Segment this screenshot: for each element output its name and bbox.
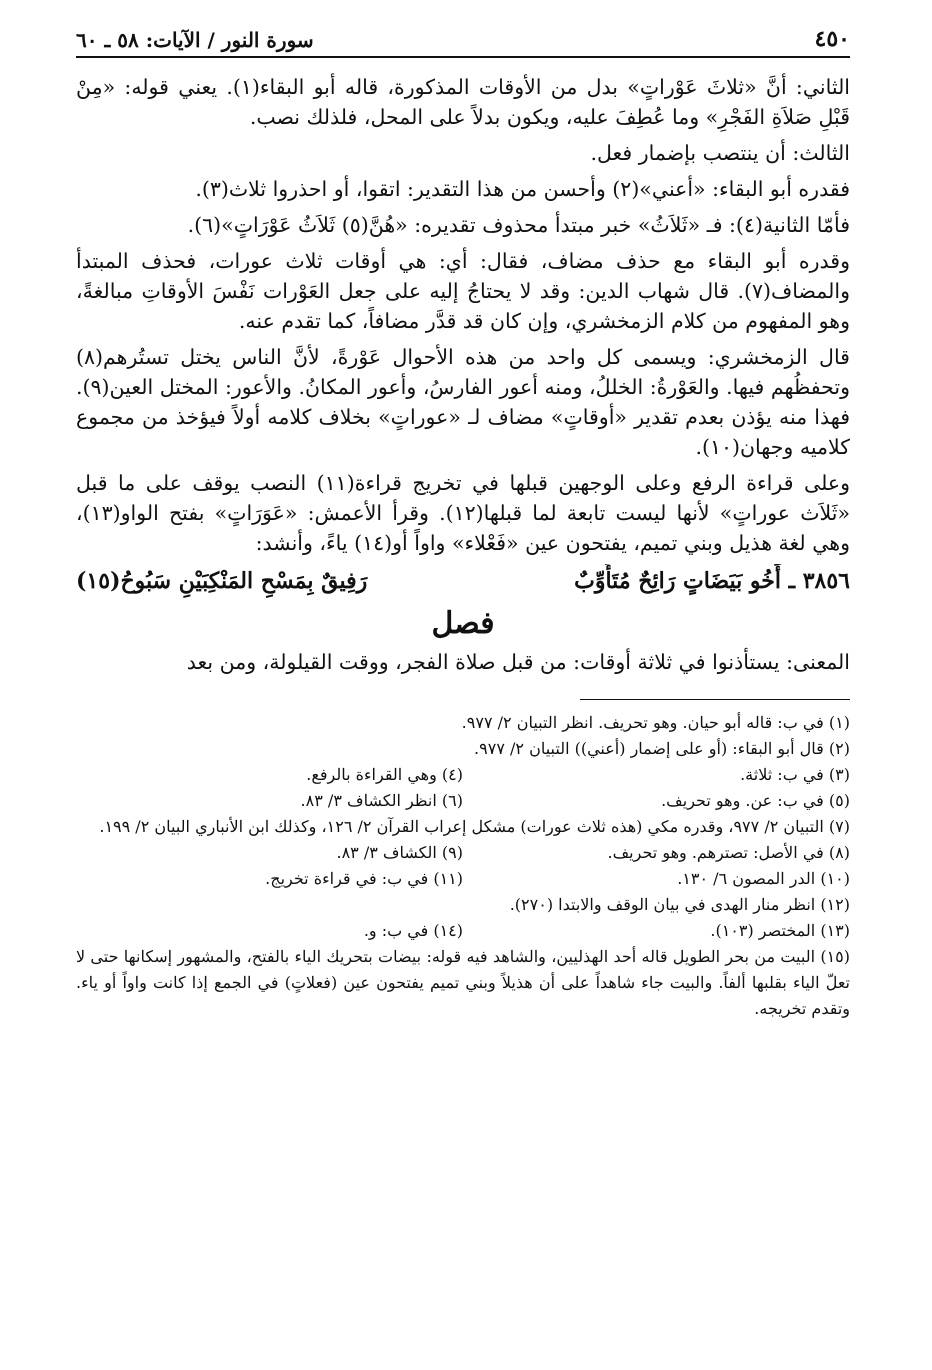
paragraph: الثالث: أن ينتصب بإضمار فعل. <box>590 141 850 165</box>
verse-first-hemistich: ٣٨٥٦ ـ أَخُو بَيَضَاتٍ رَائِحٌ مُتَأَوِّبٌ <box>574 568 850 594</box>
footnote: (١٠) الدر المصون ٦/ ١٣٠. <box>677 869 850 888</box>
footnote: (٣) في ب: ثلاثة. <box>740 765 850 784</box>
footnote: (١٤) في ب: و. <box>363 921 463 940</box>
page-number: ٤٥٠ <box>814 26 850 52</box>
footnote-row <box>76 918 850 944</box>
footnote: (١) في ب: قاله أبو حيان. وهو تحريف. انظر التبيان ٢/ ٩٧٧. <box>461 713 850 732</box>
footnote-divider <box>580 699 850 700</box>
running-title: سورة النور / الآيات: ٥٨ ـ ٦٠ <box>76 28 314 52</box>
paragraph: الثاني: أنَّ «ثلاثَ عَوْراتٍ» بدل من الأوقات المذكورة، قاله أبو البقاء(١). يعني قوله: «مِنْ قَبْلِ صَلاَةِ الفَجْرِ» وما عُطِفَ عليه، ويكون بدلاً على المحل، فلذلك نصب. <box>76 75 851 129</box>
footnotes <box>76 710 850 1022</box>
main-text <box>76 72 850 677</box>
paragraph: وقدره أبو البقاء مع حذف مضاف، فقال: أي: هي أوقات ثلاث عورات، فحذف المبتدأ والمضاف(٧). قال شهاب الدين: وقد لا يحتاجُ إليه على جعل العَوْرات نَفْسَ الأوقاتِ مبالغةً، وهو المفهوم من كلام الزمخشري، وإن كان قد قدَّر مضافاً، كما تقدم عنه. <box>76 249 850 333</box>
paragraph: قال الزمخشري: ويسمى كل واحد من هذه الأحوال عَوْرةً، لأنَّ الناس يختل تستُرهم(٨) وتحفظُهم فيها. والعَوْرةُ: الخللُ، ومنه أعور الفارسُ، وأعور المكانُ. والأعور: المختل العين(٩). فهذا منه يؤذن بعدم تقدير «أوقاتٍ» مضاف لـ «عوراتٍ» بخلاف كلامه أولاً فيؤخذ من مجموع كلاميه وجهان(١٠). <box>76 345 850 459</box>
footnote-row <box>76 866 850 892</box>
footnote-row <box>76 762 850 788</box>
footnote: (١٢) انظر منار الهدى في بيان الوقف والابتدا (٢٧٠). <box>509 895 850 914</box>
footnote-row <box>76 840 850 866</box>
paragraph: وعلى قراءة الرفع وعلى الوجهين قبلها في تخريج قراءة(١١) النصب يوقف على ما قبل «ثَلاَث عوراتٍ» لأنها ليست تابعة لما قبلها(١٢). وقرأ الأعمش: «عَوَرَاتٍ» بفتح الواو(١٣)، وهي لغة هذيل وبني تميم، يفتحون عين «فَعْلاء» واواً أو(١٤) ياءً، وأنشد: <box>76 471 850 555</box>
footnote: (٢) قال أبو البقاء: (أو على إضمار (أعني)) التبيان ٢/ ٩٧٧. <box>474 739 850 758</box>
verse-second-hemistich: رَفِيقٌ بِمَسْحِ المَنْكِبَيْنِ سَبُوحُ(١٥) <box>76 568 368 594</box>
paragraph: المعنى: يستأذنوا في ثلاثة أوقات: من قبل صلاة الفجر، ووقت القيلولة، ومن بعد <box>186 650 850 674</box>
poetry-verse <box>76 564 850 598</box>
footnote: (١٣) المختصر (١٠٣). <box>710 921 850 940</box>
book-page <box>76 22 850 1352</box>
footnote: (١٥) البيت من بحر الطويل قاله أحد الهذليين، والشاهد فيه قوله: بيضات بتحريك الياء بالفتح، والمشهور إسكانها حتى لا تعلّ الياء بقلبها ألفاً. والبيت جاء شاهداً على أن هذيلاً وبني تميم يفتحون عين (فعلاتٍ) في الجمع إذا كانت واواً أو ياء. وتقدم تخريجه. <box>76 947 851 1018</box>
footnote: (٤) وهي القراءة بالرفع. <box>306 765 463 784</box>
footnote: (٥) في ب: عن. وهو تحريف. <box>661 791 850 810</box>
section-title: فصل <box>431 606 495 641</box>
footnote: (٧) التبيان ٢/ ٩٧٧، وقدره مكي (هذه ثلاث عورات) مشكل إعراب القرآن ٢/ ١٢٦، وكذلك ابن الأنباري البيان ٢/ ١٩٩. <box>99 817 850 836</box>
footnote: (٨) في الأصل: تصترهم. وهو تحريف. <box>607 843 850 862</box>
footnote-row <box>76 788 850 814</box>
footnote: (٦) انظر الكشاف ٣/ ٨٣. <box>300 791 463 810</box>
paragraph: فأمّا الثانية(٤): فـ «ثَلاَثُ» خبر مبتدأ محذوف تقديره: «هُنَّ(٥) ثَلاَثُ عَوْرَاتٍ»(٦). <box>187 213 850 237</box>
page-header <box>76 22 850 58</box>
footnote: (٩) الكشاف ٣/ ٨٣. <box>336 843 463 862</box>
footnote: (١١) في ب: في قراءة تخريج. <box>265 869 463 888</box>
paragraph: فقدره أبو البقاء: «أعني»(٢) وأحسن من هذا التقدير: اتقوا، أو احذروا ثلاث(٣). <box>195 177 850 201</box>
